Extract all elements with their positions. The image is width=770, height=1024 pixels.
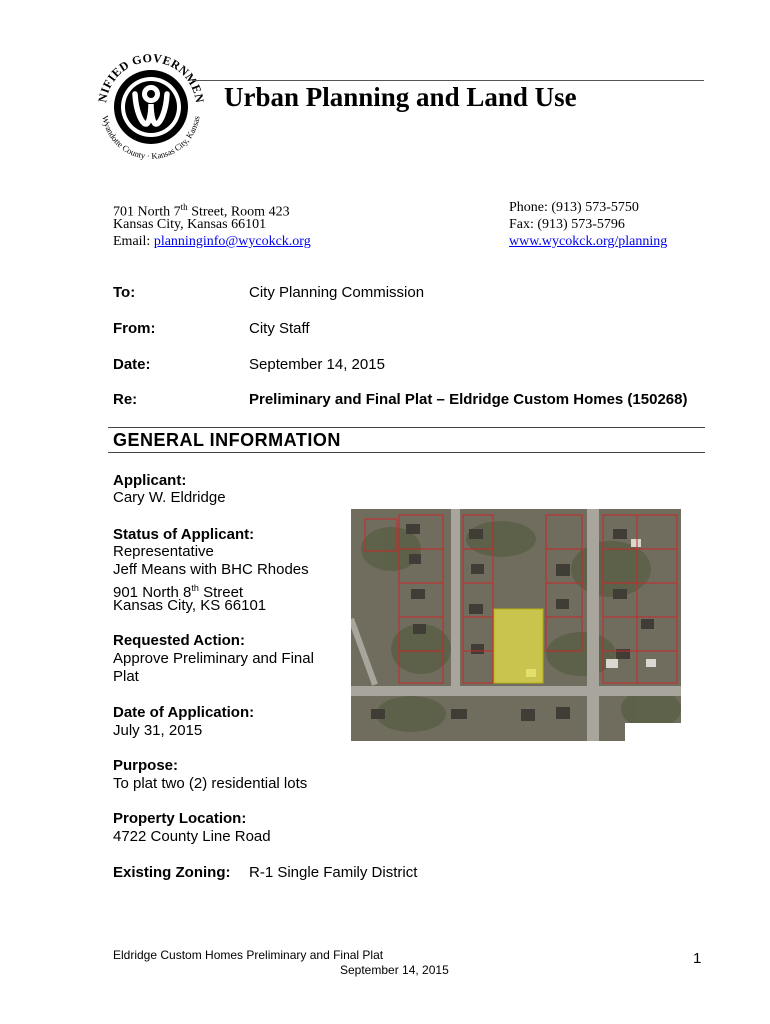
applicant-label: Applicant: (113, 472, 187, 489)
status-line-2: Jeff Means with BHC Rhodes (113, 561, 309, 578)
to-value: City Planning Commission (249, 284, 425, 301)
requested-action-line-1: Approve Preliminary and Final (113, 650, 314, 667)
address-line-2: Kansas City, Kansas 66101 (113, 217, 267, 232)
fax-line: Fax: (913) 573-5796 (509, 217, 625, 232)
seal-bottom-text: Wyandotte County · Kansas City, Kansas (100, 114, 202, 162)
date-value: September 14, 2015 (249, 356, 385, 373)
applicant-value: Cary W. Eldridge (113, 489, 226, 506)
re-label: Re: (113, 391, 138, 408)
email-line: Email: planninginfo@wycokck.org (113, 234, 311, 249)
seal-top-text: NIFIED GOVERNMEN (95, 50, 207, 105)
page-number: 1 (693, 950, 702, 967)
date-label: Date: (113, 356, 151, 373)
date-of-application-label: Date of Application: (113, 704, 255, 721)
requested-action-label: Requested Action: (113, 632, 245, 649)
website-link[interactable]: www.wycokck.org/planning (509, 234, 668, 249)
address-line-1: 701 North 7th Street, Room 423 (113, 202, 290, 220)
re-value: Preliminary and Final Plat – Eldridge Custom Homes (150268) (249, 391, 688, 408)
purpose-value: To plat two (2) residential lots (113, 775, 308, 792)
date-of-application-value: July 31, 2015 (113, 722, 203, 739)
phone-line: Phone: (913) 573-5750 (509, 200, 639, 215)
status-label: Status of Applicant: (113, 526, 255, 543)
status-line-1: Representative (113, 543, 214, 560)
existing-zoning-value: R-1 Single Family District (249, 864, 418, 881)
status-line-4: Kansas City, KS 66101 (113, 597, 267, 614)
section-title: GENERAL INFORMATION (113, 430, 341, 450)
property-location-label: Property Location: (113, 810, 247, 827)
to-label: To: (113, 284, 136, 301)
existing-zoning-label: Existing Zoning: (113, 864, 231, 881)
purpose-label: Purpose: (113, 757, 179, 774)
section-rule-bottom (108, 452, 705, 453)
from-label: From: (113, 320, 156, 337)
requested-action-line-2: Plat (113, 668, 139, 685)
header-rule (192, 80, 704, 81)
property-location-value: 4722 County Line Road (113, 828, 271, 845)
status-line-3: 901 North 8th Street (113, 583, 244, 601)
footer-date: September 14, 2015 (340, 963, 449, 977)
footer-title: Eldridge Custom Homes Preliminary and Final Plat (113, 948, 384, 962)
unified-government-seal-logo (92, 48, 210, 166)
section-rule-top (108, 427, 705, 428)
page-title: Urban Planning and Land Use (224, 82, 577, 112)
from-value: City Staff (249, 320, 310, 337)
aerial-site-map (351, 509, 681, 741)
email-link[interactable]: planninginfo@wycokck.org (153, 234, 311, 249)
